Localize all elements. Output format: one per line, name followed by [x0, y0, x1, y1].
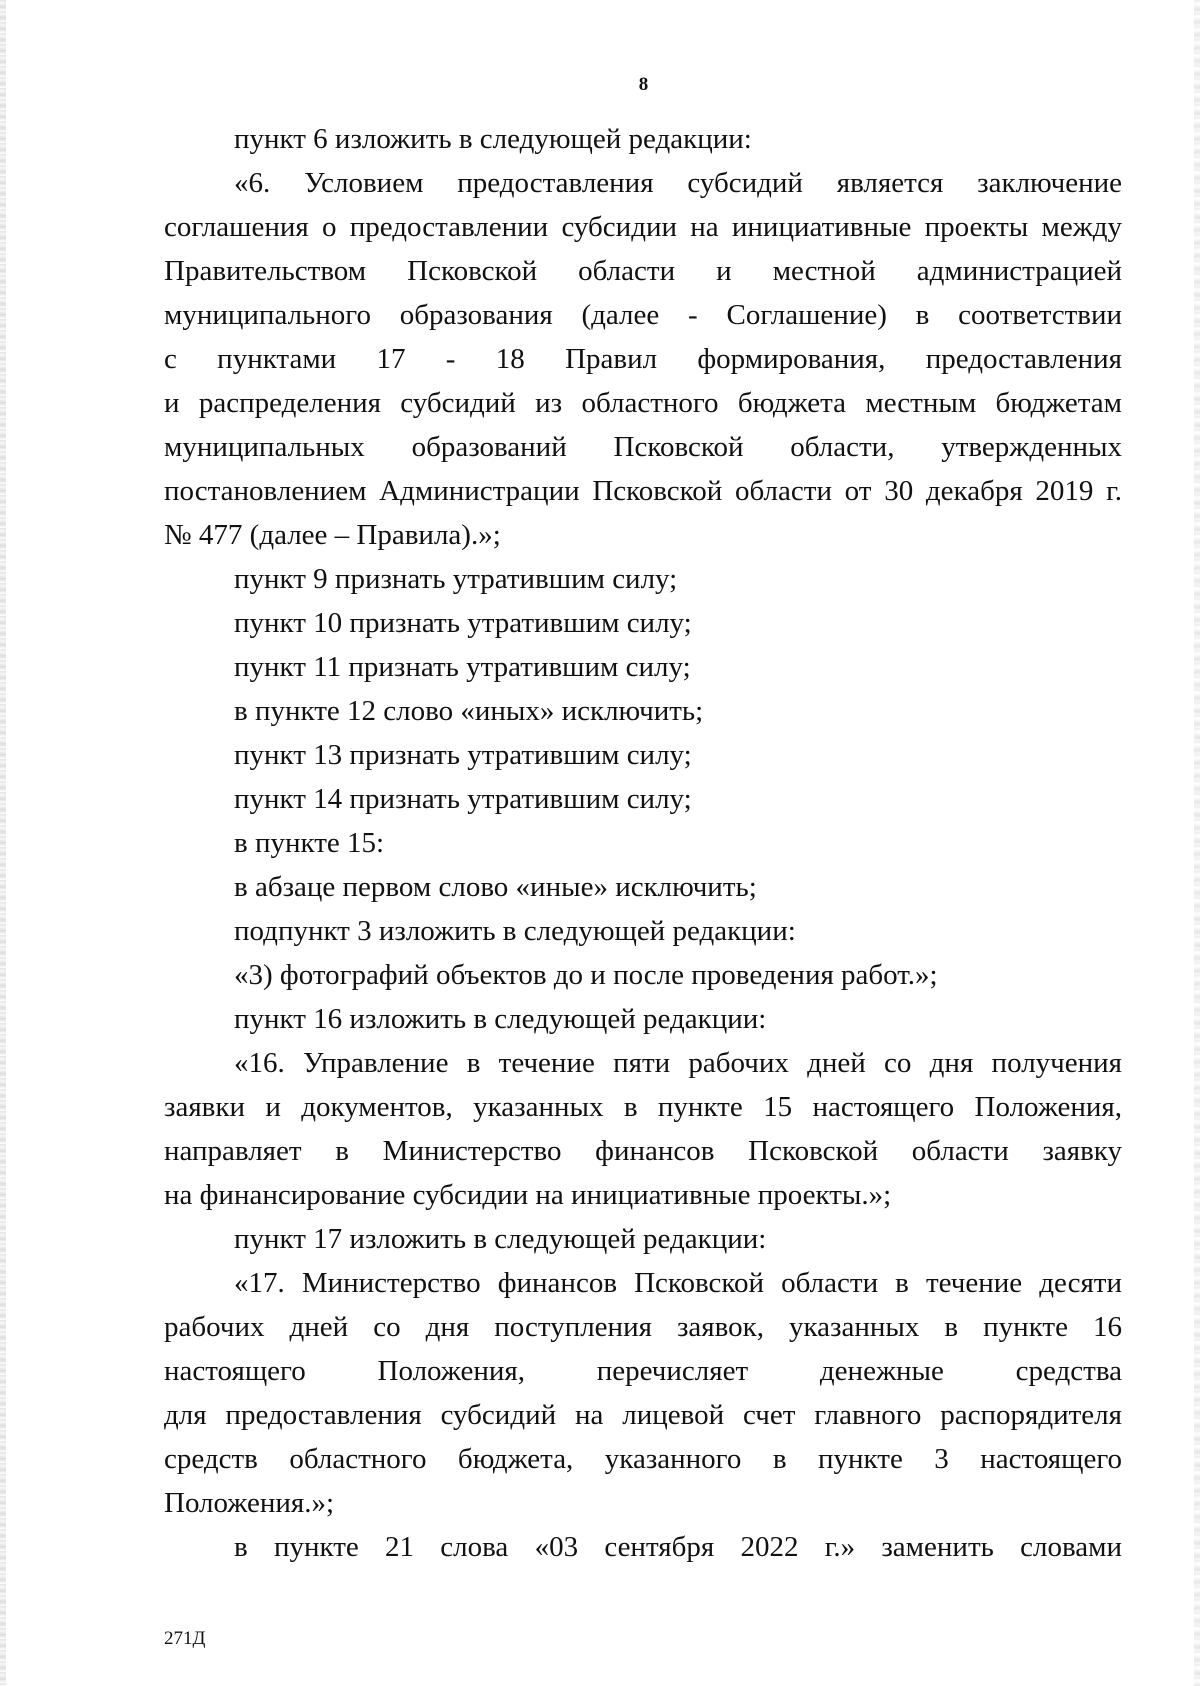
text-line: пункт 11 признать утратившим силу;: [234, 651, 691, 683]
text-line: рабочих дней со дня поступления заявок, указанных в пункте 16: [164, 1311, 1122, 1343]
text-line: пункт 10 признать утратившим силу;: [234, 607, 692, 639]
text-line: Правительством Псковской области и местной администрацией: [164, 255, 1122, 287]
text-line: соглашения о предоставлении субсидии на инициативные проекты между: [164, 211, 1122, 243]
text-line: «6. Условием предоставления субсидий является заключение: [234, 167, 1122, 199]
text-line: пункт 13 признать утратившим силу;: [234, 739, 692, 771]
footer-document-code: 271Д: [164, 1628, 206, 1649]
text-line: «17. Министерство финансов Псковской области в течение десяти: [234, 1267, 1122, 1299]
text-line: с пунктами 17 - 18 Правил формирования, предоставления: [164, 343, 1122, 375]
text-line: муниципального образования (далее - Соглашение) в соответствии: [164, 299, 1122, 331]
text-line: пункт 9 признать утратившим силу;: [234, 563, 678, 595]
text-line: пункт 17 изложить в следующей редакции:: [234, 1223, 767, 1255]
document-body: [164, 117, 1122, 1569]
text-line: для предоставления субсидий на лицевой счет главного распорядителя: [164, 1399, 1122, 1431]
text-line: в пункте 12 слово «иных» исключить;: [234, 695, 704, 727]
text-line: «16. Управление в течение пяти рабочих дней со дня получения: [234, 1047, 1122, 1079]
text-line: постановлением Администрации Псковской области от 30 декабря 2019 г.: [164, 475, 1122, 507]
text-line: в пункте 21 слова «03 сентября 2022 г.» заменить словами: [234, 1531, 1122, 1563]
text-line: настоящего Положения, перечисляет денежные средства: [164, 1355, 1122, 1387]
text-line: пункт 14 признать утратившим силу;: [234, 783, 692, 815]
text-line: пункт 16 изложить в следующей редакции:: [234, 1003, 767, 1035]
scan-edge-right: [1194, 0, 1200, 1686]
text-line: в пункте 15:: [234, 827, 385, 859]
page-number: 8: [638, 74, 649, 95]
text-line: подпункт 3 изложить в следующей редакции:: [234, 915, 796, 947]
text-line: средств областного бюджета, указанного в пункте 3 настоящего: [164, 1443, 1122, 1475]
text-line: и распределения субсидий из областного бюджета местным бюджетам: [164, 387, 1122, 419]
text-line: «3) фотографий объектов до и после проведения работ.»;: [234, 959, 938, 991]
text-line: заявки и документов, указанных в пункте 15 настоящего Положения,: [164, 1091, 1122, 1123]
text-line: № 477 (далее – Правила).»;: [164, 519, 501, 551]
text-line: в абзаце первом слово «иные» исключить;: [234, 871, 757, 903]
text-line: муниципальных образований Псковской области, утвержденных: [164, 431, 1122, 463]
text-line: на финансирование субсидии на инициативные проекты.»;: [164, 1179, 892, 1211]
text-line: пункт 6 изложить в следующей редакции:: [234, 123, 752, 155]
text-line: Положения.»;: [164, 1487, 335, 1519]
text-line: направляет в Министерство финансов Псковской области заявку: [164, 1135, 1122, 1167]
scan-edge-left: [0, 0, 6, 1686]
